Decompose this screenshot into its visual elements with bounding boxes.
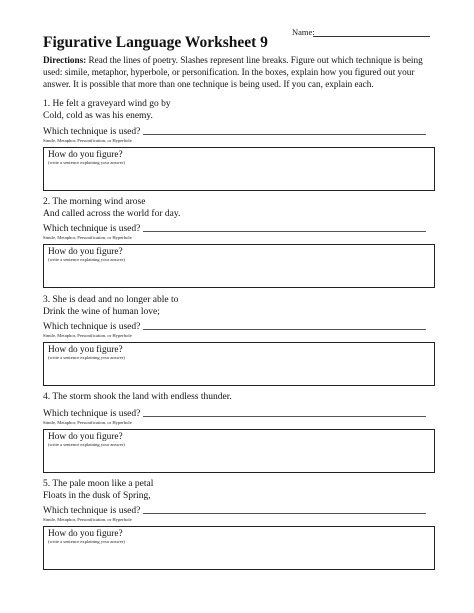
poem-line: 4. The storm shook the land with endless thunder. xyxy=(43,392,232,402)
poem-lines xyxy=(43,391,435,403)
technique-answer-line[interactable] xyxy=(143,231,426,232)
technique-question: Which technique is used? xyxy=(43,127,141,137)
question-item-1 xyxy=(43,98,435,165)
technique-hint: Simile, Metaphor, Personification, or Hyperbole xyxy=(43,420,132,425)
technique-answer-line[interactable] xyxy=(143,134,426,135)
explanation-box-title: How do you figure? xyxy=(48,432,123,442)
question-item-2 xyxy=(43,196,435,262)
technique-question: Which technique is used? xyxy=(43,506,141,516)
technique-answer-line[interactable] xyxy=(143,416,426,417)
question-item-4 xyxy=(43,391,435,447)
explanation-box-title: How do you figure? xyxy=(48,529,123,539)
explanation-box-hint: (write a sentence explaining your answer) xyxy=(48,442,125,447)
name-label: Name: xyxy=(292,27,315,37)
poem-line: 3. She is dead and no longer able to xyxy=(43,295,179,305)
directions xyxy=(43,54,439,91)
technique-answer-line[interactable] xyxy=(143,329,426,330)
poem-line: 5. The pale moon like a petal xyxy=(43,479,154,489)
explanation-box[interactable] xyxy=(43,526,435,570)
explanation-box-title: How do you figure? xyxy=(48,345,123,355)
name-field[interactable] xyxy=(313,36,430,37)
technique-question: Which technique is used? xyxy=(43,224,141,234)
explanation-box-hint: (write a sentence explaining your answer) xyxy=(48,355,125,360)
explanation-box[interactable] xyxy=(43,429,435,473)
poem-line: Cold, cold as was his enemy. xyxy=(43,111,153,121)
poem-line: Floats in the dusk of Spring, xyxy=(43,491,151,501)
poem-line: Drink the wine of human love; xyxy=(43,307,160,317)
technique-hint: Simile, Metaphor, Personification, or Hyperbole xyxy=(43,235,132,240)
technique-hint: Simile, Metaphor, Personification, or Hyperbole xyxy=(43,138,132,143)
technique-question: Which technique is used? xyxy=(43,409,141,419)
technique-hint: Simile, Metaphor, Personification, or Hyperbole xyxy=(43,333,132,338)
explanation-box[interactable] xyxy=(43,342,435,386)
poem-lines xyxy=(43,478,435,502)
explanation-box-title: How do you figure? xyxy=(48,150,123,160)
explanation-box-hint: (write a sentence explaining your answer) xyxy=(48,257,125,262)
question-item-3 xyxy=(43,294,435,360)
explanation-box-title: How do you figure? xyxy=(48,247,123,257)
poem-line: And called across the world for day. xyxy=(43,209,181,219)
poem-lines xyxy=(43,98,435,122)
question-item-5 xyxy=(43,478,435,544)
technique-hint: Simile, Metaphor, Personification, or Hyperbole xyxy=(43,517,132,522)
technique-question: Which technique is used? xyxy=(43,322,141,332)
explanation-box[interactable] xyxy=(43,147,435,191)
poem-lines xyxy=(43,294,435,318)
poem-line: 2. The morning wind arose xyxy=(43,197,146,207)
technique-answer-line[interactable] xyxy=(143,513,426,514)
explanation-box-hint: (write a sentence explaining your answer) xyxy=(48,160,125,165)
poem-line: 1. He felt a graveyard wind go by xyxy=(43,99,171,109)
directions-lead: Directions: xyxy=(43,55,87,65)
explanation-box[interactable] xyxy=(43,244,435,288)
poem-lines xyxy=(43,196,435,220)
page-title: Figurative Language Worksheet 9 xyxy=(43,34,268,51)
directions-text: Read the lines of poetry. Slashes represent line breaks. Figure out which technique is being used: simile, metaphor, hyperbole, or personification. In the boxes, explain how you figured out your answer. It is possible that more than one technique is being used. If you can, explain each. xyxy=(43,55,423,90)
explanation-box-hint: (write a sentence explaining your answer) xyxy=(48,539,125,544)
